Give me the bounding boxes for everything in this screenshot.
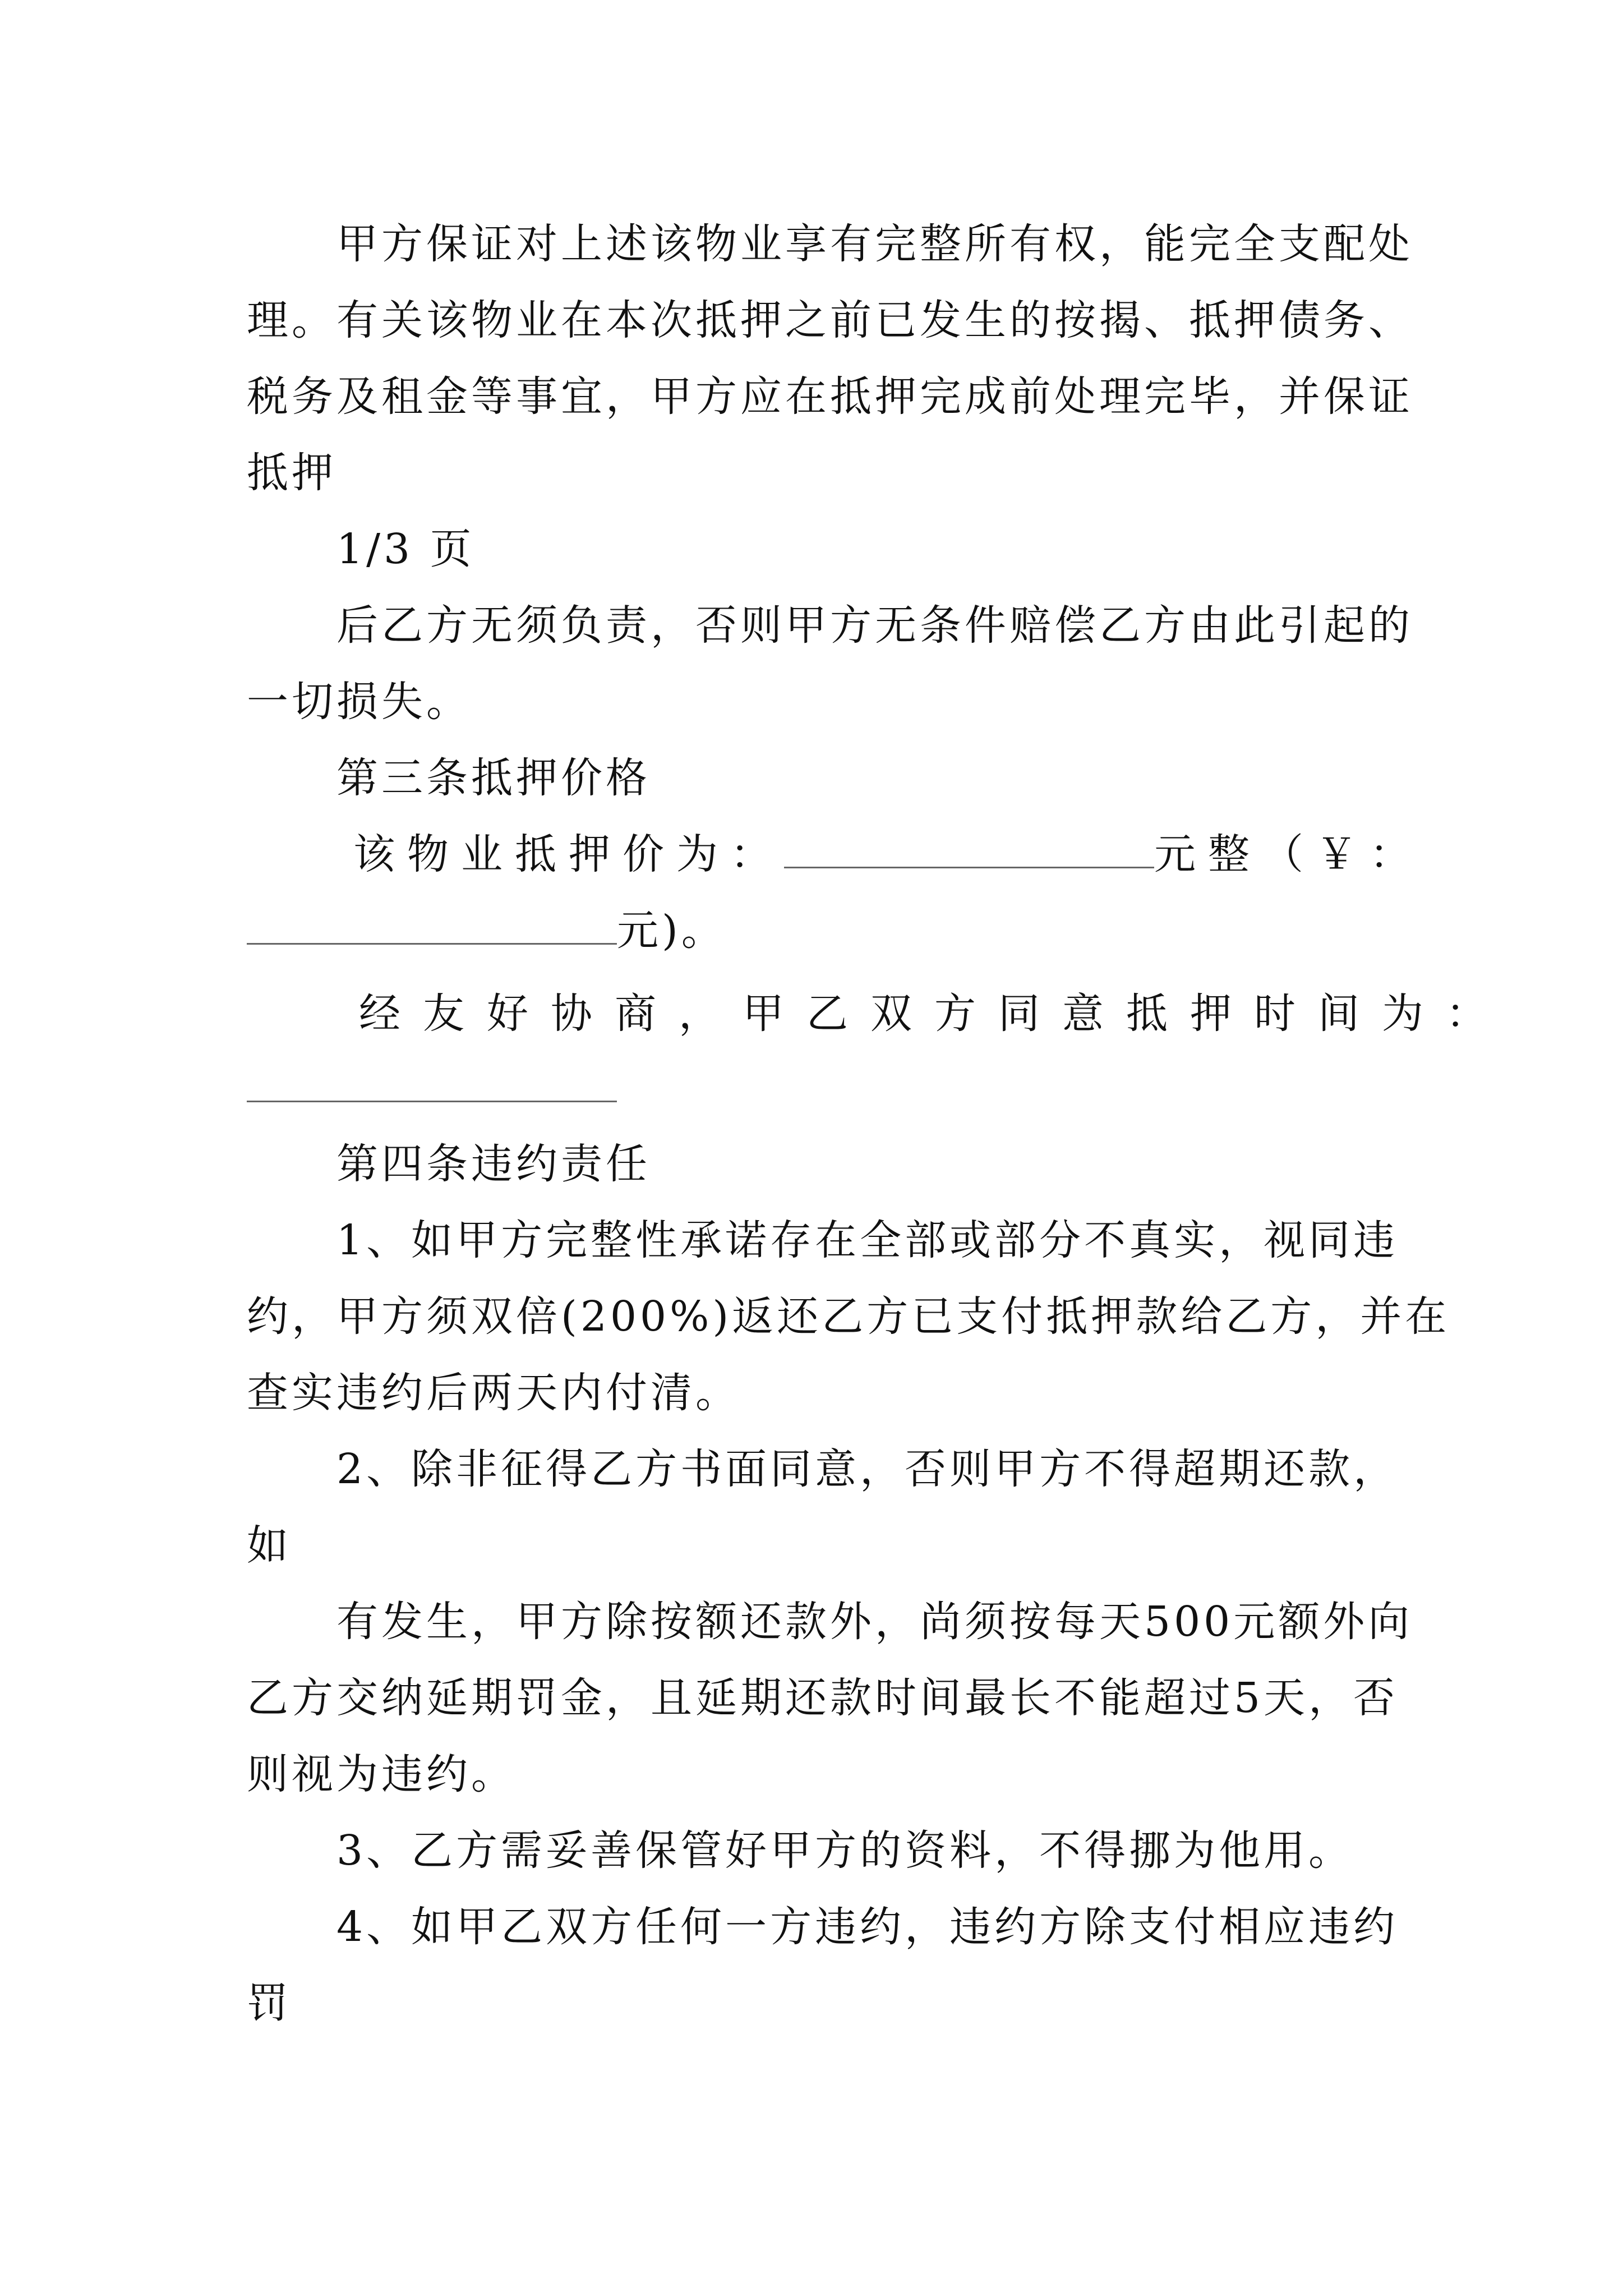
article3-price-prefix: 该物业抵押价为： xyxy=(353,830,784,878)
paragraph-guarantee-line-3: 税务及租金等事宜，甲方应在抵押完成前处理完毕，并保证 xyxy=(247,372,1413,421)
article4-item2-line-5: 则视为违约。 xyxy=(247,1750,516,1798)
page-marker: 1/3 页 xyxy=(336,525,475,573)
article4-heading: 第四条违约责任 xyxy=(336,1140,651,1188)
article3-price-end-line xyxy=(247,900,726,961)
article4-item4-line-2: 罚 xyxy=(247,1979,292,2027)
article3-price-end: 元)。 xyxy=(617,907,726,955)
article4-item4-line-1: 4、如甲乙双方任何一方违约，违约方除支付相应违约 xyxy=(336,1903,1399,1951)
paragraph-guarantee-line-1: 甲方保证对上述该物业享有完整所有权，能完全支配处 xyxy=(336,220,1413,268)
article4-item1-line-2: 约，甲方须双倍(200%)返还乙方已支付抵押款给乙方，并在 xyxy=(247,1292,1450,1341)
paragraph-guarantee-line-2: 理。有关该物业在本次抵押之前已发生的按揭、抵押债务、 xyxy=(247,296,1413,344)
price-blank-field xyxy=(784,827,1154,868)
article4-item1-line-1: 1、如甲方完整性承诺存在全部或部分不真实，视同违 xyxy=(336,1216,1399,1264)
article4-item2-line-1: 2、除非征得乙方书面同意，否则甲方不得超期还款， xyxy=(336,1445,1399,1493)
article4-item2-line-4: 乙方交纳延期罚金，且延期还款时间最长不能超过5天，否 xyxy=(247,1674,1399,1722)
article3-term-text: 经友好协商，甲乙双方同意抵押时间为： xyxy=(359,990,1510,1038)
article3-heading: 第三条抵押价格 xyxy=(336,754,651,802)
paragraph-guarantee-line-4: 抵押 xyxy=(247,449,336,497)
paragraph-liability-line-1: 后乙方无须负责，否则甲方无条件赔偿乙方由此引起的 xyxy=(336,601,1413,650)
article4-item1-line-3: 查实违约后两天内付清。 xyxy=(247,1369,740,1417)
article4-item3: 3、乙方需妥善保管好甲方的资料，不得挪为他用。 xyxy=(336,1826,1354,1875)
article3-price-suffix: 元整（￥： xyxy=(1154,830,1423,878)
price-figure-blank-field xyxy=(247,904,617,945)
article3-price-line xyxy=(353,823,1423,885)
term-blank-field xyxy=(247,1101,617,1102)
article4-item2-line-2: 如 xyxy=(247,1521,292,1570)
article4-item2-line-3: 有发生，甲方除按额还款外，尚须按每天500元额外向 xyxy=(336,1598,1413,1646)
paragraph-liability-line-2: 一切损失。 xyxy=(247,678,471,726)
